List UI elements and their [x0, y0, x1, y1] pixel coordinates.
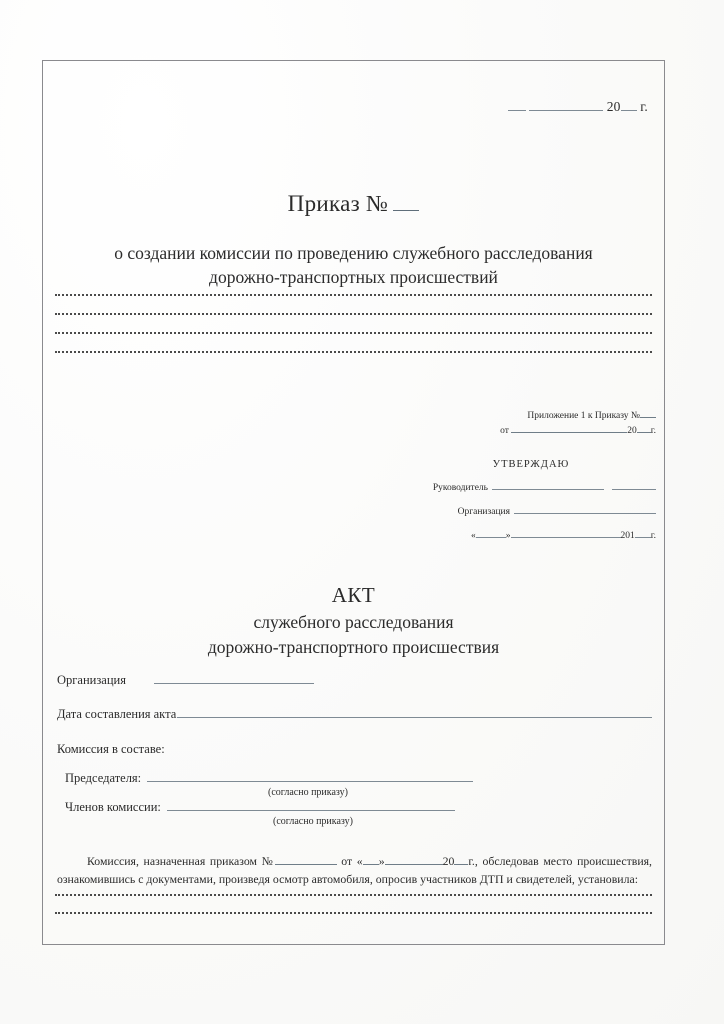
approval-title: УТВЕРЖДАЮ	[492, 459, 570, 470]
organization-label: Организация	[57, 673, 126, 687]
order-number-blank[interactable]	[393, 210, 419, 211]
appendix-day-blank[interactable]	[511, 432, 541, 433]
header-year-prefix: 20	[606, 99, 621, 114]
act-date-label: Дата составления акта	[57, 707, 177, 721]
header-year-suffix: г.	[640, 99, 648, 114]
chairman-input-line[interactable]	[147, 781, 473, 782]
act-date-input-line[interactable]	[177, 717, 652, 718]
header-month-blank[interactable]	[529, 110, 603, 111]
closing-day-blank[interactable]	[363, 864, 379, 865]
fill-line[interactable]	[55, 294, 652, 296]
closing-order-number-blank[interactable]	[275, 864, 337, 865]
approval-row-head	[402, 483, 656, 493]
act-title: АКТ	[331, 583, 376, 607]
members-hint: (согласно приказу)	[273, 816, 353, 827]
appendix-year: 20	[627, 425, 637, 436]
order-title	[43, 191, 664, 217]
appendix-text: Приложение 1 к Приказу №	[527, 411, 640, 421]
order-subtitle	[53, 241, 654, 289]
order-subtitle-line2: дорожно-транспортных происшествий	[209, 267, 498, 288]
act-form	[57, 673, 652, 829]
closing-paragraph	[57, 853, 652, 888]
chairman-hint: (согласно приказу)	[268, 787, 348, 798]
order-fill-lines	[55, 294, 652, 370]
members-label: Членов комиссии:	[65, 800, 161, 814]
fill-line[interactable]	[55, 313, 652, 315]
commission-heading	[57, 742, 652, 757]
closing-part-2: от «	[341, 854, 363, 868]
act-subtitle-line1: служебного расследования	[253, 612, 454, 632]
order-subtitle-line1: о создании комиссии по проведению служебного расследования	[114, 243, 593, 263]
appendix-year-suffix: г.	[650, 425, 656, 436]
approval-year: 201	[620, 531, 635, 541]
chairman-label: Председателя:	[65, 771, 142, 785]
approval-date-suffix: г.	[650, 531, 656, 541]
fill-line[interactable]	[55, 912, 652, 914]
appendix-number-blank[interactable]	[640, 417, 656, 418]
approval-day-blank[interactable]	[476, 537, 506, 538]
approval-date-close-quote: »	[505, 531, 511, 541]
appendix-line-1	[406, 409, 656, 424]
approval-head-name-blank[interactable]	[612, 489, 656, 490]
appendix-year-blank[interactable]	[637, 432, 651, 433]
act-subtitle	[43, 610, 664, 660]
fill-line[interactable]	[55, 351, 652, 353]
appendix-from-label: от	[500, 425, 509, 436]
approval-head-label: Руководитель	[432, 483, 488, 493]
closing-year-blank[interactable]	[454, 864, 468, 865]
approval-row-date	[402, 531, 656, 541]
field-organization	[57, 673, 652, 688]
closing-part-1: Комиссия, назначенная приказом №	[87, 854, 275, 868]
approval-year-blank[interactable]	[635, 537, 651, 538]
appendix-reference	[406, 409, 656, 438]
fill-line[interactable]	[55, 894, 652, 896]
document-body	[43, 61, 664, 944]
appendix-line-2	[406, 424, 656, 439]
document-frame	[42, 60, 665, 945]
field-act-date	[57, 707, 652, 722]
approval-date-open-quote: «	[471, 531, 476, 541]
field-chairman	[57, 771, 652, 786]
closing-month-blank[interactable]	[385, 864, 443, 865]
approval-month-blank[interactable]	[511, 537, 621, 538]
closing-part-6: ознакомившись с документами, произведя осмотр автомобиля, опросив участников ДТП и свидетелей, установила:	[57, 871, 638, 886]
approval-fields	[402, 483, 656, 555]
findings-fill-lines	[55, 894, 652, 930]
closing-part-4: 20	[442, 854, 455, 868]
approval-row-org	[402, 507, 656, 517]
organization-input-line[interactable]	[154, 683, 314, 684]
act-subtitle-line2: дорожно-транспортного происшествия	[207, 636, 500, 657]
closing-part-3: »	[378, 854, 385, 868]
approval-head-signature-blank[interactable]	[492, 489, 604, 490]
appendix-month-blank[interactable]	[541, 432, 627, 433]
closing-part-5: г., обследовав место происшествия,	[468, 854, 653, 868]
header-date-line	[508, 99, 648, 115]
fill-line[interactable]	[55, 332, 652, 334]
approval-org-label: Организация	[457, 507, 510, 517]
order-title-text: Приказ №	[287, 191, 389, 216]
header-day-blank[interactable]	[508, 110, 526, 111]
header-year-blank[interactable]	[621, 110, 637, 111]
commission-label: Комиссия в составе:	[57, 742, 165, 756]
approval-org-blank[interactable]	[514, 513, 656, 514]
members-input-line[interactable]	[167, 810, 455, 811]
field-members	[57, 800, 652, 815]
